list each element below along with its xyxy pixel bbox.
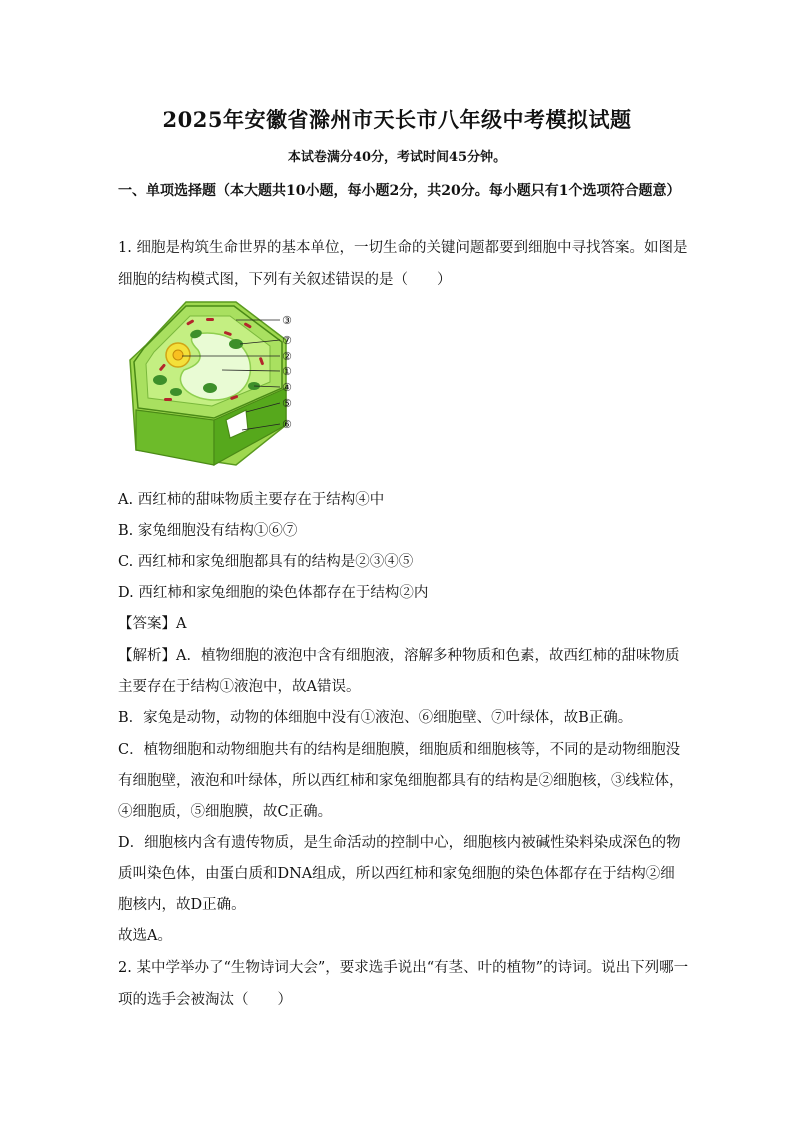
- q1-stem-line1: 1. 细胞是构筑生命世界的基本单位，一切生命的关键问题都要到细胞中寻找答案。如图是: [118, 240, 688, 256]
- plant-cell-diagram: [126, 300, 306, 470]
- label-5: ⑤: [282, 397, 292, 410]
- exam-title: 2025年安徽省滁州市天长市八年级中考模拟试题: [162, 107, 632, 132]
- q1-explanation-line: 【解析】A．植物细胞的液泡中含有细胞液，溶解多种物质和色素，故西红柿的甜味物质: [118, 648, 680, 664]
- q1-option-a: A. 西红柿的甜味物质主要存在于结构④中: [118, 492, 385, 508]
- q2-stem-line2: 项的选手会被淘汰（ ）: [118, 992, 292, 1008]
- label-6: ⑥: [282, 418, 292, 431]
- label-1: ①: [282, 365, 292, 378]
- label-4: ④: [282, 381, 292, 394]
- q1-explanation-line: 质叫染色体，由蛋白质和DNA组成，所以西红柿和家兔细胞的染色体都存在于结构②细: [118, 866, 675, 882]
- q1-explanation-line: 有细胞壁，液泡和叶绿体，所以西红柿和家兔细胞都具有的结构是②细胞核，③线粒体，: [118, 773, 684, 789]
- q1-explanation-line: 故选A。: [118, 928, 172, 944]
- q1-explanation-line: 胞核内，故D正确。: [118, 897, 246, 913]
- label-2: ②: [282, 350, 292, 363]
- q1-explanation-line: ④细胞质，⑤细胞膜，故C正确。: [118, 804, 333, 820]
- q1-option-c: C. 西红柿和家兔细胞都具有的结构是②③④⑤: [118, 554, 414, 570]
- q1-option-b: B. 家兔细胞没有结构①⑥⑦: [118, 523, 298, 539]
- section-heading: 一、单项选择题（本大题共10小题，每小题2分，共20分。每小题只有1个选项符合题意）: [118, 183, 681, 199]
- q2-stem-line1: 2. 某中学举办了“生物诗词大会”，要求选手说出“有茎、叶的植物”的诗词。说出下列哪一: [118, 960, 689, 976]
- q1-answer: 【答案】A: [118, 616, 187, 632]
- q1-explanation-line: B．家兔是动物，动物的体细胞中没有①液泡、⑥细胞壁、⑦叶绿体，故B正确。: [118, 710, 633, 726]
- q1-explanation-line: D．细胞核内含有遗传物质，是生命活动的控制中心，细胞核内被碱性染料染成深色的物: [118, 835, 681, 851]
- exam-subtitle: 本试卷满分40分，考试时间45分钟。: [287, 150, 507, 165]
- q1-stem-line2: 细胞的结构模式图，下列有关叙述错误的是（ ）: [118, 272, 452, 288]
- q1-explanation-line: 主要存在于结构①液泡中，故A错误。: [118, 679, 361, 695]
- q1-option-d: D. 西红柿和家兔细胞的染色体都存在于结构②内: [118, 585, 429, 601]
- label-7: ⑦: [282, 334, 292, 347]
- q1-explanation-line: C．植物细胞和动物细胞共有的结构是细胞膜，细胞质和细胞核等，不同的是动物细胞没: [118, 742, 681, 758]
- label-3: ③: [282, 314, 292, 327]
